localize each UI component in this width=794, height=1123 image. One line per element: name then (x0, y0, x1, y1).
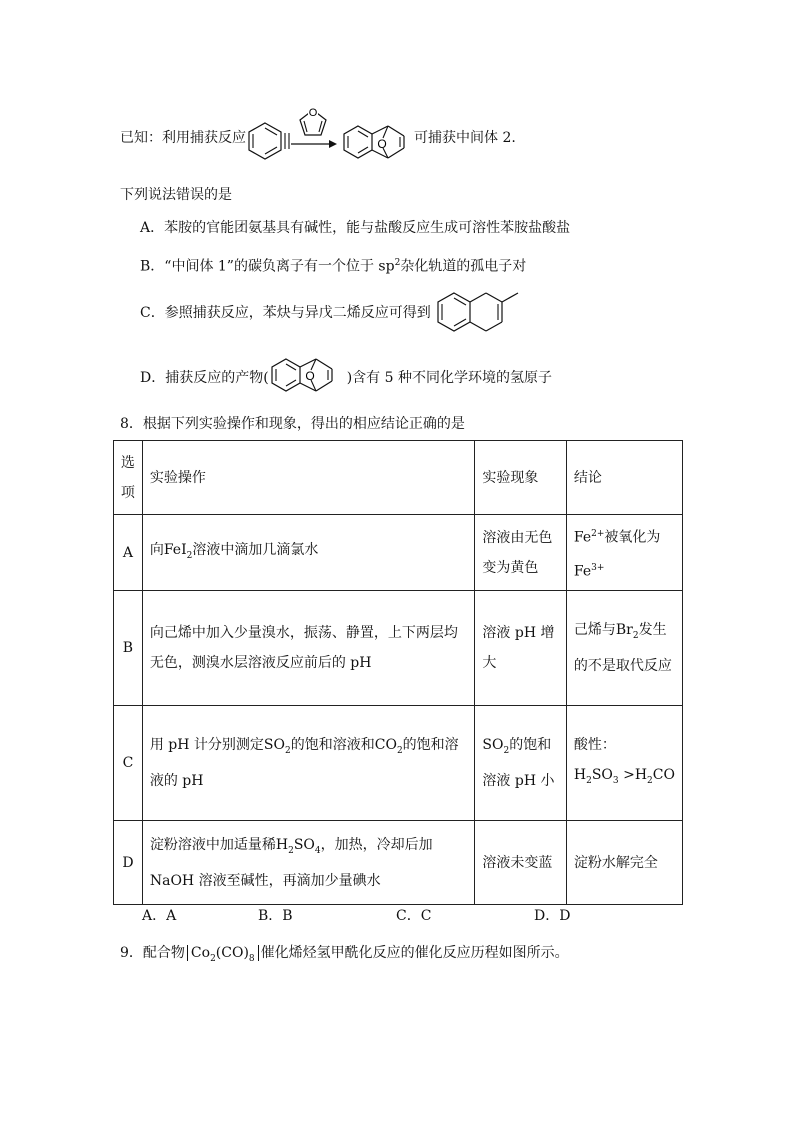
row-c-option: C (114, 706, 143, 821)
row-c-conclusion-label: 酸性： (573, 737, 616, 754)
q7-option-b-text-end: 杂化轨道的孤电子对 (400, 258, 527, 275)
row-c-phenomenon (475, 706, 566, 821)
methyl-dihydronaphthalene-structure (432, 285, 524, 341)
row-b-conclusion-text-end: 发生的不是取代反应 (573, 622, 672, 675)
benzyne-structure (243, 119, 295, 165)
table-row-d (114, 821, 683, 905)
reaction-arrow (289, 138, 339, 150)
q8-answer-a[interactable]: A．A (142, 908, 177, 924)
row-d-conclusion: 淀粉水解完全 (566, 821, 682, 905)
capture-product-oxygen-label: O (305, 369, 315, 383)
q9-prefix: 9．配合物 (120, 945, 185, 961)
q7-option-b-sup: 2 (394, 258, 401, 268)
row-d-option: D (114, 821, 143, 905)
row-a-operation-sub: 2 (186, 550, 193, 561)
q7-option-b[interactable] (140, 253, 526, 277)
row-d-operation-text: 淀粉溶液中加适量稀H (149, 836, 289, 853)
row-b-phenomenon: 溶液 pH 增大 (475, 591, 566, 706)
q7-option-d-text: D．捕获反应的产物( (140, 370, 269, 386)
row-b-conclusion-text: 己烯与Br (573, 622, 633, 639)
row-a-conclusion-sup: 2+ (591, 529, 605, 539)
row-b-operation: 向己烯中加入少量溴水，振荡、静置，上下两层均无色，测溴水层溶液反应前后的 pH (142, 591, 475, 706)
q8-stem: 8．根据下列实验操作和现象，得出的相应结论正确的是 (120, 416, 465, 432)
row-a-conclusion-sup2: 3+ (591, 562, 605, 573)
q7-option-d-text-end: )含有 5 种不同化学环境的氢原子 (346, 370, 552, 386)
row-c-phenomenon-text: SO (482, 737, 504, 754)
row-c-phenomenon-text-end: 的饱和溶液 pH 小 (482, 737, 555, 790)
q9-formula-co: Co (190, 945, 211, 961)
capture-product-structure (266, 353, 344, 399)
row-c-phenomenon-sub: 2 (503, 746, 510, 757)
row-d-operation-text-mid: SO (293, 836, 315, 853)
row-d-phenomenon: 溶液未变蓝 (475, 821, 566, 905)
row-a-operation (142, 515, 475, 591)
row-c-conclusion-acid2: CO (652, 767, 675, 784)
row-c-conclusion-sub1: 2 (586, 776, 592, 787)
row-c-operation-text-end: 的饱和溶液的 pH (149, 737, 459, 790)
furan-reagent (293, 106, 333, 140)
row-d-operation-sub2: 4 (314, 845, 321, 856)
q9-suffix: 催化烯烃氢甲酰化反应的催化反应历程如图所示。 (260, 945, 569, 961)
q8-answer-c[interactable]: C．C (396, 908, 432, 924)
oxabicyclic-product (338, 118, 414, 168)
header-phenomenon: 实验现象 (475, 441, 566, 515)
row-d-operation-text-end: ，加热，冷却后加 NaOH 溶液至碱性，再滴加少量碘水 (149, 836, 433, 889)
row-a-conclusion-text: 被氧化为Fe (573, 529, 661, 580)
header-option: 选项 (114, 441, 143, 515)
row-a-operation-text: 向FeI (149, 541, 187, 558)
row-c-conclusion (566, 706, 682, 821)
product-oxygen-label: O (377, 137, 387, 151)
row-a-phenomenon: 溶液由无色变为黄色 (475, 515, 566, 591)
row-b-option: B (114, 591, 143, 706)
row-c-operation-sub: 2 (285, 746, 291, 757)
row-d-operation (142, 821, 475, 905)
q9-formula-ligand: (CO) (215, 945, 249, 961)
row-a-option: A (114, 515, 143, 591)
row-c-conclusion-gt: >H (618, 767, 648, 784)
row-c-conclusion-acid1: H (573, 767, 587, 784)
q7-option-c[interactable]: C．参照捕获反应，苯炔与异戊二烯反应可得到 (140, 305, 431, 321)
q9-formula-sub1: 2 (210, 953, 216, 964)
row-a-conclusion (566, 515, 682, 591)
row-c-conclusion-acid1b: SO (591, 767, 613, 784)
row-c-operation-text: 用 pH 计分别测定SO (149, 737, 285, 754)
header-conclusion: 结论 (566, 441, 682, 515)
row-c-conclusion-sub3: 2 (647, 776, 653, 787)
row-a-operation-text-end: 溶液中滴加几滴氯水 (192, 541, 319, 558)
table-row-c (114, 706, 683, 821)
table-header-row (114, 441, 683, 515)
table-row-a (114, 515, 683, 591)
row-c-conclusion-sub2: 3 (612, 776, 619, 787)
intro-suffix: 可捕获中间体 2. (414, 130, 516, 146)
row-b-conclusion (566, 591, 682, 706)
q8-answer-d[interactable]: D．D (534, 908, 571, 924)
q8-answer-b[interactable]: B．B (258, 908, 293, 924)
row-c-operation-text-mid: 的饱和溶液和CO (290, 737, 397, 754)
q7-option-a[interactable]: A．苯胺的官能团氨基具有碱性，能与盐酸反应生成可溶性苯胺盐酸盐 (140, 220, 571, 236)
row-d-operation-sub: 2 (288, 845, 294, 856)
row-c-operation (142, 706, 475, 821)
header-operation: 实验操作 (142, 441, 475, 515)
q7-stem: 下列说法错误的是 (120, 187, 232, 203)
experiment-table (113, 440, 683, 905)
q7-option-b-text: B．“中间体 1”的碳负离子有一个位于 sp (140, 258, 395, 275)
q9-formula-sub2: 8 (248, 953, 255, 964)
intro-prefix: 已知：利用捕获反应 (120, 130, 246, 146)
furan-oxygen-label: O (308, 107, 318, 119)
row-c-operation-sub2: 2 (396, 746, 403, 757)
row-a-conclusion-ion: Fe (573, 529, 592, 546)
table-row-b (114, 591, 683, 706)
q7-option-d[interactable] (140, 368, 552, 388)
q9-formula (187, 945, 259, 964)
q9-stem (120, 943, 569, 969)
row-b-conclusion-sub: 2 (632, 631, 639, 642)
